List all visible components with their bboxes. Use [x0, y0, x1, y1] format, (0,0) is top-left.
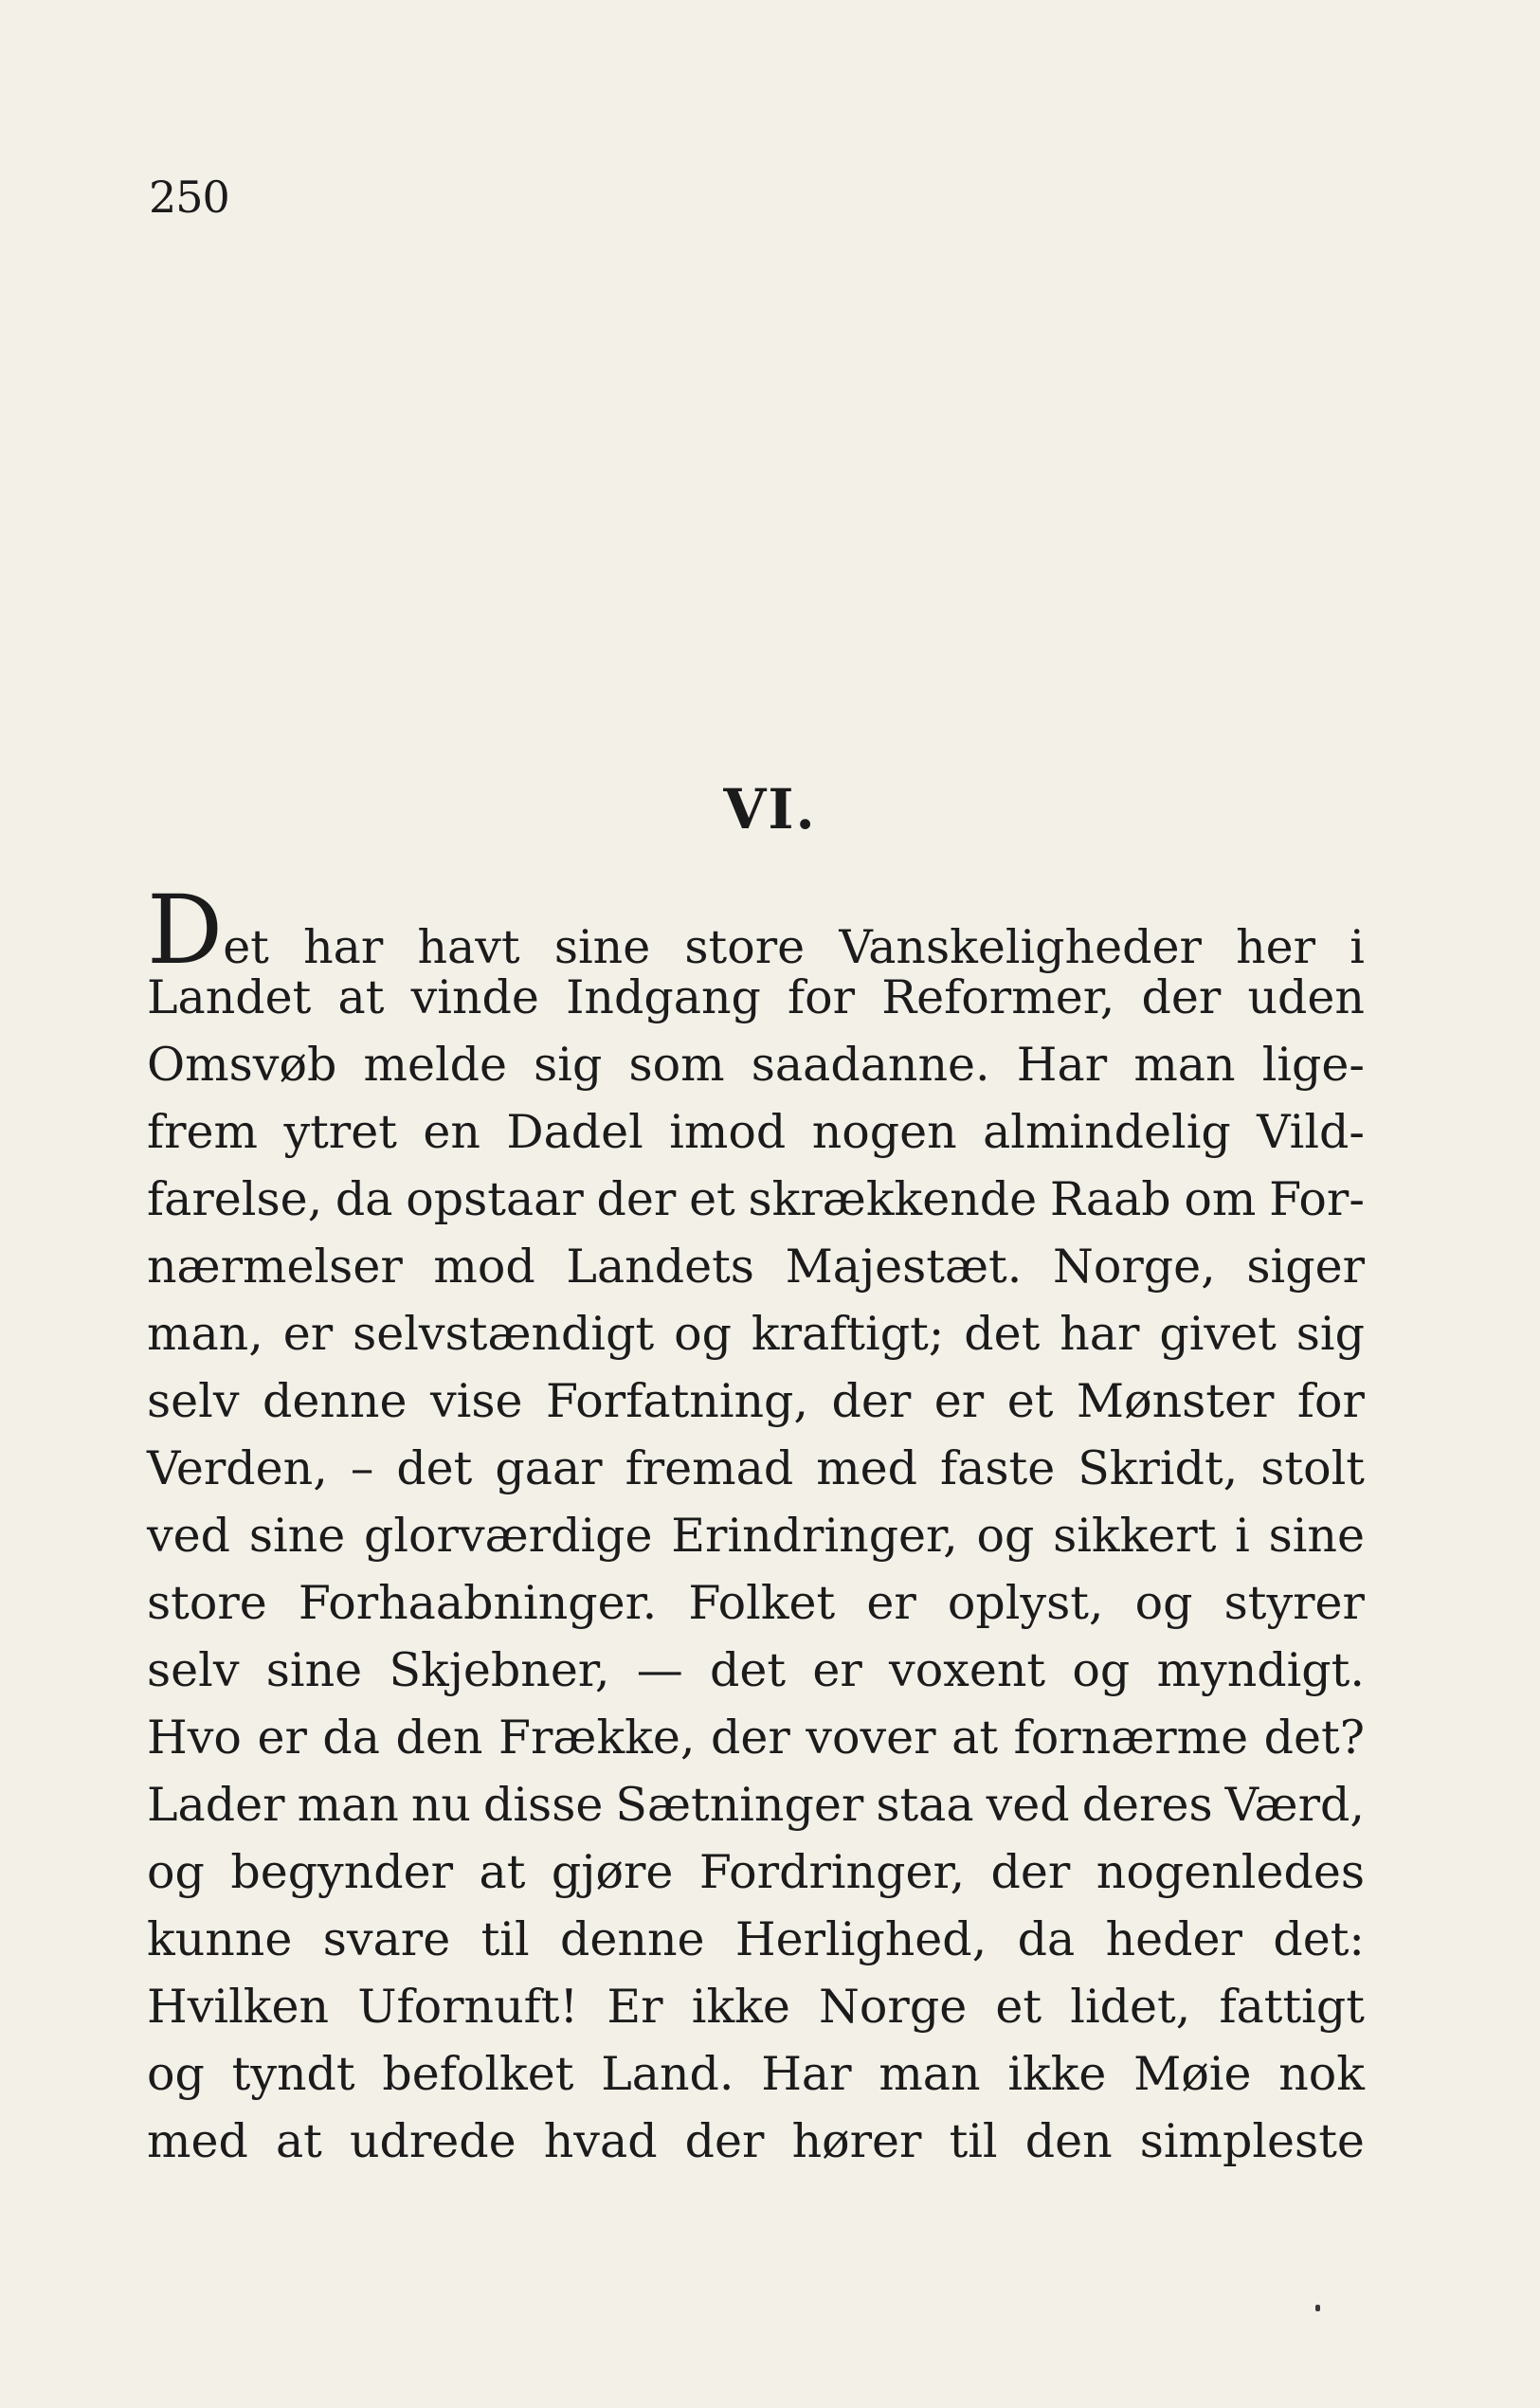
word: Vanskeligheder [839, 920, 1202, 974]
word: fattigt [1219, 1980, 1365, 2034]
word: Sætninger [615, 1778, 864, 1832]
text-line [147, 1637, 1365, 1704]
word: et [689, 1172, 735, 1226]
word: Har [1016, 1038, 1108, 1092]
text-line [147, 1502, 1365, 1569]
word: vinde [410, 970, 539, 1024]
word: nogenledes [1096, 1845, 1365, 1899]
word: myndigt. [1156, 1643, 1365, 1697]
word: sikkert [1053, 1509, 1217, 1563]
word: i [1350, 920, 1365, 974]
word: har [1060, 1307, 1140, 1361]
word: kunne [147, 1912, 293, 1966]
word: lige- [1261, 1038, 1365, 1092]
word: Vild- [1257, 1105, 1365, 1159]
word: farelse, [147, 1172, 323, 1226]
word: skrækkende [748, 1172, 1038, 1226]
text-line [147, 1704, 1365, 1771]
text-line [147, 1973, 1365, 2040]
word: udrede [349, 2114, 516, 2168]
word: hører [791, 2114, 922, 2168]
word: der [831, 1374, 912, 1428]
drop-cap: D [147, 875, 224, 986]
word: om [1184, 1172, 1257, 1226]
word: nogen [811, 1105, 957, 1159]
word: man [1133, 1038, 1236, 1092]
word: den [1024, 2114, 1113, 2168]
word: at [337, 970, 385, 1024]
word: vover [806, 1711, 936, 1765]
word: begynder [230, 1845, 454, 1899]
word: er [933, 1374, 985, 1428]
text-line [147, 1031, 1365, 1098]
word: Raab [1049, 1172, 1171, 1226]
text-line [147, 1166, 1365, 1233]
word: fremad [625, 1441, 794, 1495]
word: faste [940, 1441, 1056, 1495]
word: almindelig [983, 1105, 1231, 1159]
word: Herlighed, [734, 1912, 987, 1966]
text-line [147, 1233, 1365, 1300]
text-line [147, 1435, 1365, 1502]
body-text [147, 875, 1365, 2175]
word: oplyst, [947, 1576, 1104, 1630]
word: med [147, 2114, 248, 2168]
word: stolt [1260, 1441, 1365, 1495]
word: opstaar [406, 1172, 584, 1226]
word: er [257, 1711, 307, 1765]
word: for [1296, 1374, 1365, 1428]
word: at [275, 2114, 322, 2168]
word: svare [322, 1912, 451, 1966]
word: det [710, 1643, 787, 1697]
word: simpleste [1139, 2114, 1365, 2168]
word: det [964, 1307, 1041, 1361]
word: hvad [543, 2114, 658, 2168]
text-line [147, 1300, 1365, 1367]
word: Verden, [147, 1441, 328, 1495]
word: Skridt, [1078, 1441, 1239, 1495]
word: ikke [691, 1980, 790, 2034]
word: et [995, 1980, 1042, 2034]
word: befolket [382, 2047, 574, 2101]
word: sine [1268, 1509, 1365, 1563]
text-line [147, 1569, 1365, 1637]
word: og [1134, 1576, 1193, 1630]
word: har [303, 920, 384, 974]
word: mod [433, 1240, 535, 1294]
word: For- [1269, 1172, 1365, 1226]
word: Har [761, 2047, 852, 2101]
word: ved [147, 1509, 231, 1563]
word: man, [147, 1307, 263, 1361]
word: melde [363, 1038, 507, 1092]
word: Hvo [147, 1711, 242, 1765]
print-speck [1315, 2305, 1320, 2311]
word: er [282, 1307, 334, 1361]
word: Landets [566, 1240, 754, 1294]
word: store [147, 1576, 267, 1630]
word: Hvilken [147, 1980, 330, 2034]
word: det: [1273, 1912, 1365, 1966]
word: ytret [283, 1105, 397, 1159]
word: lidet, [1070, 1980, 1191, 2034]
word: da [322, 1711, 380, 1765]
word: Er [607, 1980, 663, 2034]
word: for [788, 970, 856, 1024]
text-line [147, 2108, 1365, 2175]
word: sine [553, 920, 651, 974]
word: glorværdige [363, 1509, 653, 1563]
word: da [335, 1172, 393, 1226]
word: der [710, 1711, 790, 1765]
word: Forhaabninger. [298, 1576, 658, 1630]
page-number: 250 [149, 172, 229, 223]
word: den [395, 1711, 483, 1765]
word: Reformer, [881, 970, 1115, 1024]
word: med [816, 1441, 918, 1495]
word: et [1006, 1374, 1054, 1428]
word: at [951, 1711, 999, 1765]
word: ikke [1007, 2047, 1107, 2101]
word: Landet [147, 970, 312, 1024]
word: selv [147, 1374, 240, 1428]
word: der [990, 1845, 1071, 1899]
word: og [976, 1509, 1035, 1563]
text-line [147, 1906, 1365, 1973]
word: Norge, [1052, 1240, 1216, 1294]
word: Indgang [566, 970, 761, 1024]
word: der [684, 2114, 765, 2168]
word: nærmelser [147, 1240, 403, 1294]
text-line [147, 1367, 1365, 1435]
word: Lader [147, 1778, 285, 1832]
word: nok [1278, 2047, 1365, 2101]
word: nu [410, 1778, 471, 1832]
word: fornærme [1013, 1711, 1249, 1765]
word: sine [265, 1643, 363, 1697]
word: Forfatning, [545, 1374, 808, 1428]
word: uden [1247, 970, 1365, 1024]
word: Fordringer, [698, 1845, 966, 1899]
chapter-heading: VI. [723, 777, 817, 842]
word: imod [669, 1105, 787, 1159]
word: til [480, 1912, 530, 1966]
word: Omsvøb [147, 1038, 337, 1092]
word: til [949, 2114, 998, 2168]
word: havt [417, 920, 520, 974]
word: vise [429, 1374, 523, 1428]
word: selvstændigt [353, 1307, 655, 1361]
word: Ufornuft! [357, 1980, 579, 2034]
word: denne [263, 1374, 408, 1428]
word: Det [147, 875, 269, 986]
word: voxent [889, 1643, 1046, 1697]
word: kraftigt; [751, 1307, 945, 1361]
word: og [1072, 1643, 1131, 1697]
word: i [1235, 1509, 1250, 1563]
word: sig [534, 1038, 603, 1092]
word: styrer [1223, 1576, 1365, 1630]
word: Majestæt. [785, 1240, 1023, 1294]
word: ved [986, 1778, 1070, 1832]
word: frem [147, 1105, 259, 1159]
text-line [147, 1838, 1365, 1906]
word: da [1017, 1912, 1076, 1966]
word: man [297, 1778, 399, 1832]
word: der [1141, 970, 1222, 1024]
word: store [684, 920, 806, 974]
word: det? [1263, 1711, 1365, 1765]
word: der [596, 1172, 677, 1226]
text-line [147, 2040, 1365, 2108]
word: gjøre [551, 1845, 674, 1899]
text-line [147, 1098, 1365, 1166]
word: sig [1295, 1307, 1365, 1361]
word: som [628, 1038, 725, 1092]
word: Møie [1133, 2047, 1252, 2101]
word: gaar [495, 1441, 603, 1495]
word: selv [147, 1643, 240, 1697]
word: Land. [601, 2047, 734, 2101]
word: man [879, 2047, 981, 2101]
word: Frække, [498, 1711, 696, 1765]
word: siger [1246, 1240, 1365, 1294]
word: Skjebner, [389, 1643, 610, 1697]
word: en [423, 1105, 480, 1159]
word: det [396, 1441, 473, 1495]
word: er [812, 1643, 862, 1697]
word: er [866, 1576, 916, 1630]
word: her [1236, 920, 1316, 974]
word: — [636, 1643, 683, 1697]
word: deres [1081, 1778, 1213, 1832]
word: denne [560, 1912, 705, 1966]
word: Værd, [1224, 1778, 1365, 1832]
text-line [147, 1771, 1365, 1838]
word: tyndt [231, 2047, 355, 2101]
word: sine [248, 1509, 346, 1563]
word: disse [483, 1778, 604, 1832]
word: Mønster [1076, 1374, 1275, 1428]
word: at [479, 1845, 526, 1899]
word: Erindringer, [671, 1509, 958, 1563]
word: Folket [688, 1576, 836, 1630]
word: Norge [819, 1980, 968, 2034]
word: og [147, 1845, 205, 1899]
word: og [147, 2047, 205, 2101]
word: saadanne. [751, 1038, 990, 1092]
word: heder [1105, 1912, 1242, 1966]
text-line [147, 875, 1365, 986]
word: og [674, 1307, 732, 1361]
word: – [350, 1441, 374, 1495]
word: staa [876, 1778, 974, 1832]
word: Dadel [506, 1105, 643, 1159]
word: givet [1159, 1307, 1277, 1361]
